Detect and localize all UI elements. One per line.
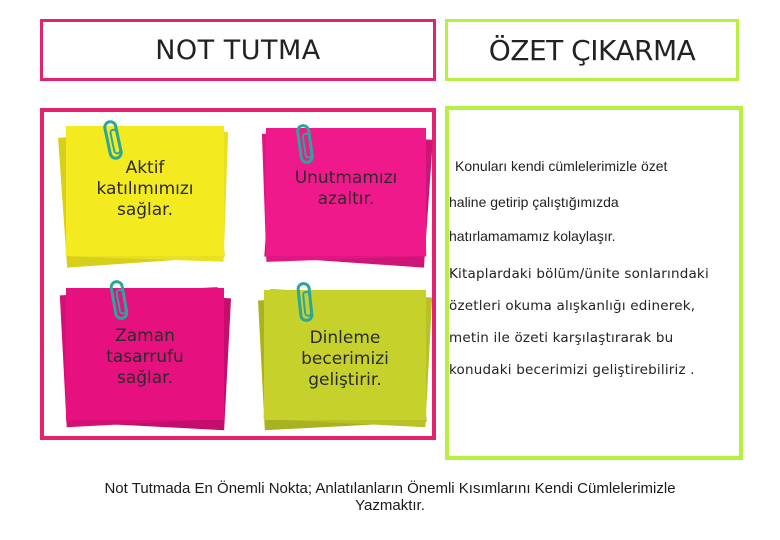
sticky-note-zaman (66, 288, 224, 420)
note-text-line: Aktif (125, 158, 165, 178)
ozet-text-line: metin ile özeti karşılaştırarak bu (449, 330, 674, 346)
note-text-line: Dinleme (309, 328, 381, 348)
ozet-text-line: hatırlamamamız kolaylaşır. (449, 228, 616, 244)
note-text-line: sağlar. (116, 200, 174, 220)
ozet-cikarma-title-box (445, 19, 739, 81)
note-text-line: becerimizi (301, 349, 389, 369)
sticky-note-aktif (66, 126, 224, 256)
footer-line: Not Tutmada En Önemli Nokta; Anlatılanların Önemli Kısımlarını Kendi Cümlelerimizle (104, 480, 676, 497)
not-tutma-title: NOT TUTMA (155, 34, 321, 66)
footer-line: Yazmaktır. (355, 497, 425, 514)
note-text-line: geliştirir. (308, 370, 382, 390)
footer-note (40, 480, 740, 514)
note-text-line: Zaman (115, 326, 175, 346)
note-text-line: tasarrufu (106, 347, 184, 367)
ozet-text-panel (445, 106, 743, 460)
ozet-text-line: özetleri okuma alışkanlığı edinerek, (449, 298, 696, 314)
note-text-line: Unutmamızı (294, 168, 398, 188)
sticky-notes-panel (40, 108, 436, 440)
ozet-text-line: konudaki becerimizi geliştirebiliriz . (449, 362, 695, 378)
ozet-text-line: Kitaplardaki bölüm/ünite sonlarındaki (449, 266, 709, 282)
note-text-line: sağlar. (116, 368, 174, 388)
paper-clip-icon (296, 281, 314, 322)
ozet-text-line: Konuları kendi cümlelerimizle özet (455, 158, 668, 174)
note-text-line: azaltır. (317, 189, 375, 209)
not-tutma-title-box (40, 19, 436, 81)
ozet-cikarma-title: ÖZET ÇIKARMA (488, 33, 696, 67)
ozet-text-line: haline getirip çalıştığımızda (449, 194, 619, 210)
sticky-note-dinleme (264, 290, 426, 420)
sticky-note-unutmamizi (266, 128, 426, 256)
note-text-line: katılımımızı (96, 179, 194, 199)
